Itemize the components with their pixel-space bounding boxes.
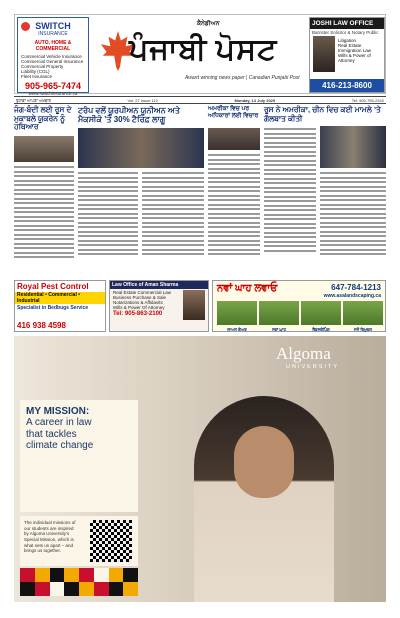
lawn-tile <box>301 301 341 332</box>
masthead <box>14 14 386 94</box>
article-4[interactable] <box>264 106 386 123</box>
article-2-headline[interactable]: ਟਰੰਪ ਵਲੋਂ ਯੂਰਪੀਅਨ ਯੂਨੀਅਨ ਅਤੇ ਮੈਕਸੀਕੋ ’ਤੇ 30% ਟੈਰਿਫ਼ ਲਾਗੂ <box>78 106 180 125</box>
lawn-tile-label: ਨਵਾਂ ਘਾਹ <box>272 327 286 332</box>
article-4-body-right <box>320 172 386 258</box>
qr-code-icon[interactable] <box>90 520 132 562</box>
lawn-tile <box>259 301 299 332</box>
switch-item: Liability (CGL) <box>21 69 50 74</box>
switch-item: Commercial Vehicle Insurance <box>21 54 82 59</box>
switch-phone: 905-965-7474 <box>24 81 82 91</box>
aman-item: Notarizations & Affidavits <box>113 300 163 305</box>
switch-item: Commercial General Insurance <box>21 59 84 64</box>
articles-section <box>14 106 386 274</box>
royal-sub: Residential • Commercial • Industrial <box>15 292 105 304</box>
lawn-tile <box>217 301 257 332</box>
strip-volume: Vol. 27 Issue 112 <box>127 97 158 103</box>
switch-item: Commercial Property <box>21 64 64 69</box>
switch-item: Fleet Insurance <box>21 74 53 79</box>
newspaper-brand <box>93 15 305 95</box>
joshi-item: Litigation <box>338 38 357 43</box>
joshi-item: Real Estate <box>338 43 362 48</box>
mission-line: that tackles <box>26 428 77 440</box>
aman-phone: Tel: 905-863-2100 <box>113 311 163 317</box>
aman-head: Law Office of Aman Sharma <box>110 281 208 289</box>
ad-joshi-law[interactable] <box>309 17 385 93</box>
article-2-body-left <box>78 172 138 258</box>
lawn-tile-label: ਲਾਅਨ ਕੇਅਰ <box>227 327 247 332</box>
decorative-mosaic <box>20 568 138 596</box>
lawn-tile <box>343 301 383 332</box>
lawn-head: ਨਵਾਂ ਘਾਹ ਲਵਾਓ <box>217 283 278 294</box>
strip-phone: Tel: 905-795-2342 <box>351 97 384 103</box>
mission-line: A career in law <box>26 417 92 428</box>
article-1-body <box>14 166 74 261</box>
joshi-subtitle: Barrister Solicitor & Notary Public <box>312 30 379 35</box>
royal-line: Specialist in Bedbugs Service <box>17 305 89 311</box>
lawn-web: www.asalandscaping.ca <box>323 293 381 299</box>
article-3-body <box>208 154 260 258</box>
article-4-body-left <box>264 128 316 254</box>
article-2-body-right <box>142 172 204 258</box>
ad-switch-insurance[interactable] <box>17 17 89 96</box>
article-2[interactable] <box>78 106 204 124</box>
royal-phone: 416 938 4598 <box>17 321 66 330</box>
article-4-headline[interactable]: ਰੂਸ ਨੇ ਅਮਰੀਕਾ, ਚੀਨ ਵਿਚ ਕਈ ਮਾਮਲੇ ’ਤੇ ਗੱਲਬਾਤ ਕੀਤੀ <box>264 105 381 123</box>
joshi-items <box>338 38 384 63</box>
ad-royal-pest-control[interactable] <box>14 280 106 332</box>
switch-items <box>21 54 85 79</box>
ad-aman-sharma[interactable] <box>109 280 209 332</box>
switch-tag: AUTO, HOME & COMMERCIAL <box>34 40 72 52</box>
joshi-item: Wills & Power of Attorney <box>338 53 371 63</box>
royal-title: Royal Pest Control <box>17 282 89 291</box>
article-3-headline[interactable]: ਅਮਰੀਕਾ ਵਿਚ ਪਰ ਅਧਿਕਾਰਾਂ ਲਈ ਵਿਚਾਰ <box>208 106 259 119</box>
lawn-tile-label: ਸਨੋ ਰਿਮੂਵਲ <box>354 327 372 332</box>
joshi-title: JOSHI LAW OFFICE <box>310 18 384 29</box>
joshi-item: Immigration Law <box>338 48 372 53</box>
article-3[interactable] <box>208 106 260 120</box>
aman-item: Real Estate Commercial Law <box>113 290 172 295</box>
lawn-phone: 647-784-1213 <box>331 283 381 292</box>
lawn-tile-label: ਲੈਂਡਸਕੇਪਿੰਗ <box>312 327 330 332</box>
article-1-headline[interactable]: ਜੰਗ-ਬੰਦੀ ਲਈ ਰੂਸ ਦੇ ਮੁਕਾਬਲੇ ਯੂਕਰੇਨ ਨੂੰ ਹਥਿਆਰ <box>14 105 72 132</box>
mission-body-card <box>20 516 138 566</box>
ad-row <box>14 280 386 332</box>
switch-web: www.switchinsurance.ca <box>28 91 78 96</box>
mission-card <box>20 400 138 512</box>
article-3-photo <box>208 128 260 150</box>
article-4-photo <box>320 126 386 168</box>
newspaper-page <box>14 14 386 604</box>
strip-left: ਤੁਹਾਡਾ ਆਪਣਾ ਅਖ਼ਬਾਰ <box>16 97 51 103</box>
algoma-sub: UNIVERSITY <box>286 364 340 370</box>
ad-landscaping[interactable] <box>212 280 386 332</box>
switch-logo-sub: INSURANCE <box>38 31 68 37</box>
joshi-phone: 416-213-8600 <box>310 79 384 92</box>
masthead-title: ਪੰਜਾਬੀ ਪੋਸਟ <box>129 33 278 66</box>
masthead-subtitle: ਕੈਨੇਡੀਅਨ <box>197 21 220 27</box>
ad-algoma-university[interactable] <box>14 336 386 602</box>
date-strip <box>14 96 386 104</box>
algoma-logo <box>276 344 376 374</box>
strip-date: Monday, 14 July 2025 <box>234 97 276 103</box>
ad-model-face <box>234 426 294 498</box>
article-1-photo <box>14 136 74 162</box>
algoma-name: Algoma <box>276 344 331 363</box>
mission-line: climate change <box>26 440 94 451</box>
masthead-tagline: Award winning news paper | Canadian Punjabi Post <box>185 75 300 81</box>
switch-logo-icon <box>21 22 30 31</box>
mission-kicker: MY MISSION: <box>26 406 90 417</box>
article-2-photo <box>78 128 204 168</box>
aman-item: Business Purchase & Sale <box>113 295 167 300</box>
aman-photo <box>183 290 205 320</box>
mission-body: The individual missions of our students are inspired by Algoma University’s Special Mission, which is what sets us apart – and brings us together. <box>24 520 76 554</box>
joshi-photo <box>313 36 335 72</box>
article-1[interactable] <box>14 106 74 132</box>
aman-item: Wills & Power Of Attorney <box>113 305 165 310</box>
switch-logo: SWITCH <box>35 21 71 31</box>
